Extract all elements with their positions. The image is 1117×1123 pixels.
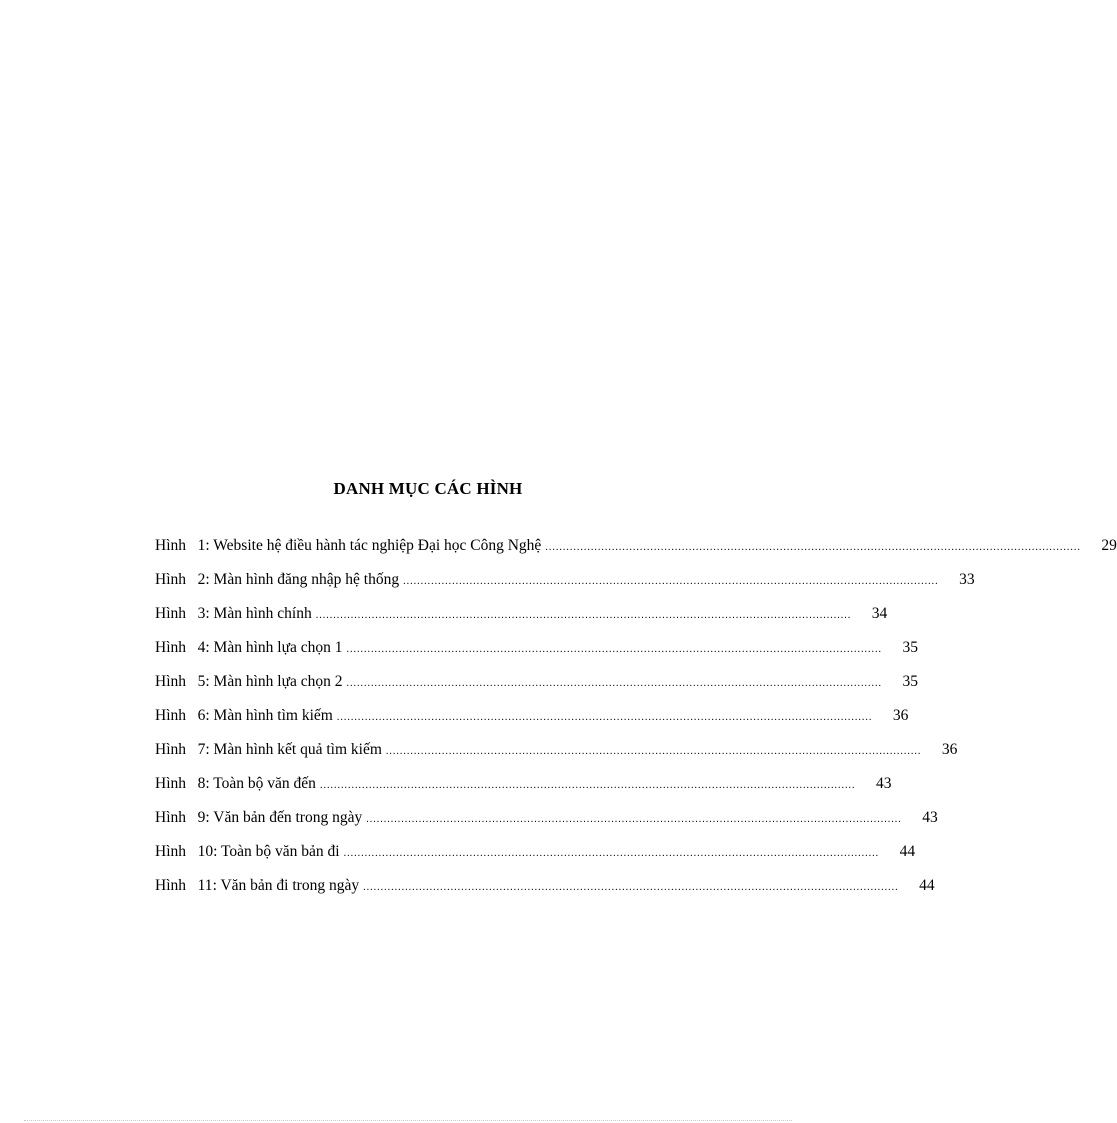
entry-page-number: 35 [902, 639, 918, 656]
entry-prefix: Hình [155, 775, 186, 792]
figure-entry[interactable] [155, 877, 935, 911]
entry-number: 10 [197, 843, 214, 860]
entry-caption: : Văn bản đi trong ngày [212, 877, 360, 894]
figure-list [155, 537, 1117, 911]
entry-page-number: 33 [959, 571, 975, 588]
figure-entry[interactable] [155, 775, 892, 809]
entry-number: 7 [197, 741, 206, 758]
figure-entry[interactable] [155, 537, 1117, 571]
entry-label [155, 605, 316, 623]
figure-entry[interactable] [155, 571, 975, 605]
entry-number: 3 [197, 605, 206, 622]
entry-caption: : Màn hình lựa chọn 1 [205, 639, 343, 656]
entry-prefix: Hình [155, 673, 186, 690]
entry-page-number: 35 [902, 673, 918, 690]
entry-page-number: 44 [919, 877, 935, 894]
entry-number: 8 [197, 775, 206, 792]
entry-caption: : Website hệ điều hành tác nghiệp Đại học Công Nghệ [205, 537, 542, 554]
entry-number: 6 [197, 707, 206, 724]
entry-caption: : Màn hình tìm kiếm [205, 707, 333, 724]
entry-label [155, 639, 347, 657]
page-bottom-divider [24, 1120, 792, 1121]
entry-prefix: Hình [155, 843, 186, 860]
entry-page-number: 36 [941, 741, 958, 758]
entry-caption: : Toàn bộ văn bản đi [213, 843, 340, 860]
entry-label [155, 775, 320, 793]
entry-caption: : Màn hình lựa chọn 2 [205, 673, 343, 690]
entry-label [155, 571, 403, 589]
entry-prefix: Hình [155, 809, 186, 826]
dot-leader: ......................................................................................................................................................... [343, 848, 880, 859]
entry-label [155, 673, 347, 691]
entry-prefix: Hình [155, 741, 186, 758]
entry-page-number: 43 [875, 775, 892, 792]
entry-prefix: Hình [155, 605, 186, 622]
entry-number: 11 [197, 877, 213, 894]
dot-leader: ......................................................................................................................................................... [545, 542, 1081, 553]
entry-number: 5 [197, 673, 206, 690]
dot-leader: ......................................................................................................................................................... [403, 576, 939, 587]
figure-entry[interactable] [155, 707, 909, 741]
figure-entry[interactable] [155, 673, 918, 707]
figure-entry[interactable] [155, 605, 888, 639]
dot-leader: ......................................................................................................................................................... [346, 678, 882, 689]
entry-caption: : Văn bản đến trong ngày [205, 809, 363, 826]
entry-prefix: Hình [155, 571, 186, 588]
entry-number: 1 [197, 537, 206, 554]
entry-prefix: Hình [155, 707, 186, 724]
entry-page-number: 44 [899, 843, 916, 860]
entry-prefix: Hình [155, 537, 186, 554]
page-title: DANH MỤC CÁC HÌNH [333, 479, 523, 498]
entry-prefix: Hình [155, 877, 186, 894]
entry-label [155, 537, 545, 555]
entry-prefix: Hình [155, 639, 186, 656]
dot-leader: ......................................................................................................................................................... [363, 882, 899, 893]
dot-leader: ......................................................................................................................................................... [385, 746, 922, 757]
dot-leader: ......................................................................................................................................................... [315, 610, 852, 621]
dot-leader: ......................................................................................................................................................... [366, 814, 902, 825]
figure-entry[interactable] [155, 639, 918, 673]
dot-leader: ......................................................................................................................................................... [346, 644, 882, 655]
entry-page-number: 43 [922, 809, 938, 826]
entry-label [155, 741, 386, 759]
entry-number: 9 [197, 809, 206, 826]
entry-label [155, 877, 363, 895]
entry-number: 2 [197, 571, 206, 588]
entry-caption: : Màn hình kết quả tìm kiếm [205, 741, 382, 758]
entry-label [155, 809, 366, 827]
entry-caption: : Màn hình đăng nhập hệ thống [205, 571, 400, 588]
figure-entry[interactable] [155, 809, 938, 843]
figure-entry[interactable] [155, 741, 958, 775]
entry-number: 4 [197, 639, 206, 656]
entry-caption: : Toàn bộ văn đến [205, 775, 316, 792]
entry-page-number: 36 [892, 707, 909, 724]
entry-label [155, 843, 344, 861]
entry-caption: : Màn hình chính [205, 605, 312, 622]
figure-entry[interactable] [155, 843, 916, 877]
entry-page-number: 34 [871, 605, 888, 622]
entry-label [155, 707, 337, 725]
dot-leader: ......................................................................................................................................................... [336, 712, 873, 723]
entry-page-number: 29 [1101, 537, 1117, 554]
dot-leader: ......................................................................................................................................................... [319, 780, 856, 791]
